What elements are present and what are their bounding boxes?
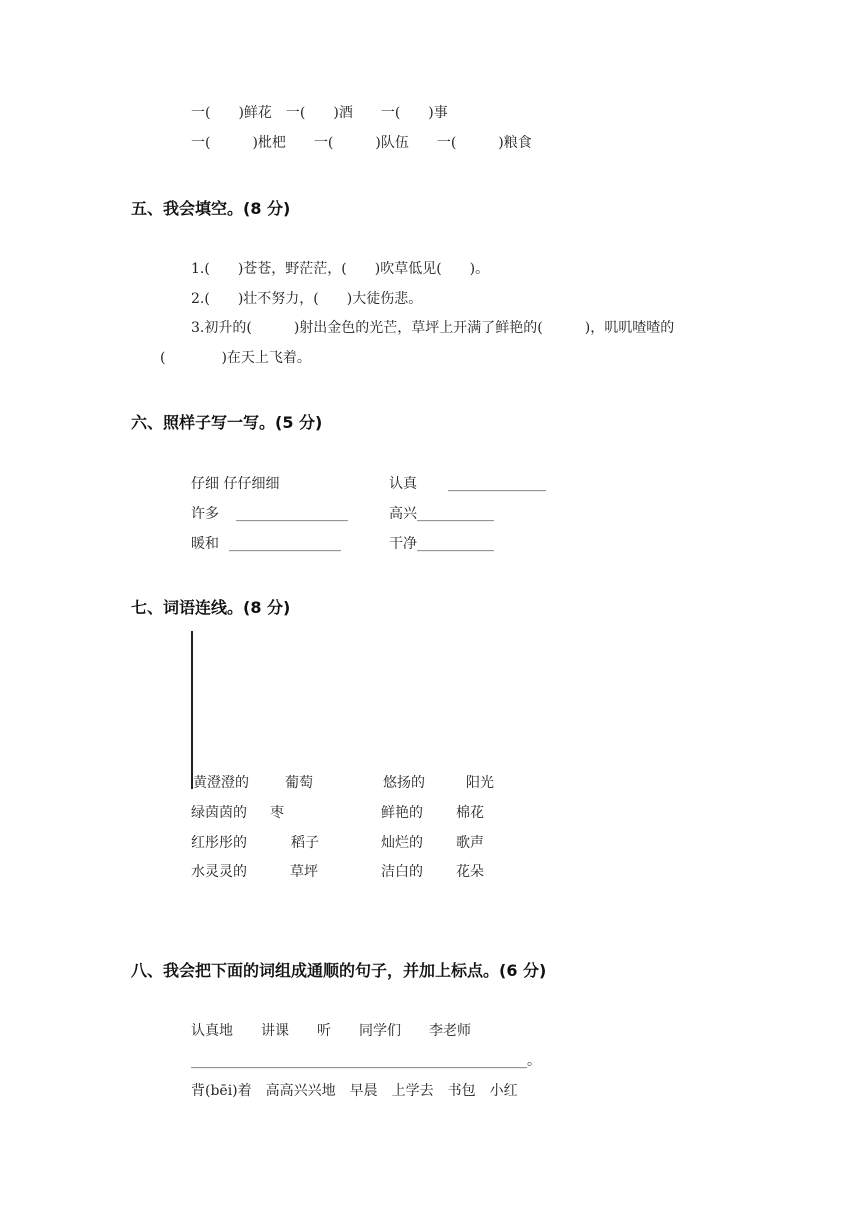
left-adj-1: 黄澄澄的 — [193, 775, 249, 791]
section-8-title: 八、我会把下面的词组成通顺的句子，并加上标点。(6 分) — [131, 961, 547, 980]
right-adj-2: 鲜艳的 — [381, 805, 423, 821]
sec5-question-2: 2.( )壮不努力，( )大徒伤悲。 — [191, 291, 423, 307]
right-noun-4: 花朵 — [456, 864, 484, 880]
sec5-question-1: 1.( )苍苍，野茫茫，( )吹草低见( )。 — [191, 261, 490, 277]
sec6-blank-xuduo: ________________ — [236, 506, 348, 522]
left-noun-1: 葡萄 — [285, 775, 313, 791]
left-adj-4: 水灵灵的 — [191, 864, 247, 880]
sec6-example: 仔细 仔仔细细 — [191, 476, 280, 492]
section-7-title: 七、词语连线。(8 分) — [131, 598, 291, 617]
right-adj-4: 洁白的 — [381, 864, 423, 880]
sec5-question-3-line-2: ( )在天上飞着。 — [160, 350, 311, 366]
sec6-blank-gaoxing: ___________ — [417, 506, 494, 522]
left-noun-2: 枣 — [270, 805, 284, 821]
sec8-words-1: 认真地 讲课 听 同学们 李老师 — [191, 1023, 471, 1039]
measure-word-row-2: 一( )枇杷 一( )队伍 一( )粮食 — [191, 135, 532, 151]
section-5-title: 五、我会填空。(8 分) — [131, 199, 291, 218]
right-noun-3: 歌声 — [456, 835, 484, 851]
sec6-word-renzhen: 认真 — [389, 476, 417, 492]
section-6-title: 六、照样子写一写。(5 分) — [131, 413, 323, 432]
right-noun-2: 棉花 — [456, 805, 484, 821]
sec8-answer-line: ________________________________________________。 — [191, 1053, 541, 1069]
measure-word-row-1: 一( )鲜花 一( )酒 一( )事 — [191, 105, 448, 121]
sec5-question-3-line-1: 3.初升的( )射出金色的光芒，草坪上开满了鲜艳的( )，叽叽喳喳的 — [191, 320, 675, 336]
sec8-words-2: 背(bēi)着 高高兴兴地 早晨 上学去 书包 小红 — [191, 1083, 518, 1099]
sec6-word-nuanhuo: 暖和 — [191, 536, 219, 552]
matching-vertical-line — [191, 631, 193, 789]
left-adj-3: 红彤彤的 — [191, 835, 247, 851]
sec6-word-ganjing: 干净 — [389, 536, 417, 552]
sec6-blank-renzhen: ______________ — [448, 476, 546, 492]
sec6-word-gaoxing: 高兴 — [389, 506, 417, 522]
right-adj-3: 灿烂的 — [381, 835, 423, 851]
sec6-blank-ganjing: ___________ — [417, 536, 494, 552]
right-noun-1: 阳光 — [466, 775, 494, 791]
right-adj-1: 悠扬的 — [383, 775, 425, 791]
sec6-blank-nuanhuo: ________________ — [229, 536, 341, 552]
left-noun-4: 草坪 — [290, 864, 318, 880]
left-noun-3: 稻子 — [291, 835, 319, 851]
left-adj-2: 绿茵茵的 — [191, 805, 247, 821]
sec6-word-xuduo: 许多 — [191, 506, 219, 522]
